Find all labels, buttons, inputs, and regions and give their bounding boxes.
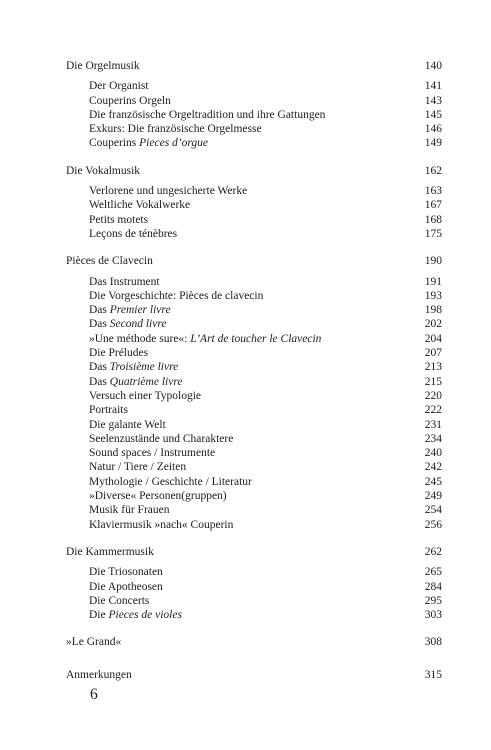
toc-subentry (66, 565, 442, 579)
subentry-title (66, 289, 263, 303)
subentry-title-text: Sound spaces / Instrumente (89, 447, 216, 460)
subentry-title (66, 94, 171, 108)
toc-subentry (66, 184, 442, 198)
subentry-title-text: Musik für Frauen (89, 504, 170, 517)
subentry-page-number: 220 (424, 389, 442, 402)
subentry-page-number: 284 (424, 580, 442, 593)
subentry-page-number: 168 (424, 213, 442, 226)
toc-subentry (66, 375, 442, 389)
subentry-page-number: 249 (424, 490, 442, 503)
subentry-page-number: 193 (424, 289, 442, 302)
toc-chapter-entry (66, 254, 442, 268)
subentry-title (66, 375, 182, 389)
subentry-title (66, 122, 262, 136)
subentry-title-text: Die (89, 609, 109, 622)
subentry-page-number: 213 (424, 361, 442, 374)
chapter-page-number: 140 (424, 60, 442, 72)
subentry-page-number: 256 (424, 518, 442, 531)
chapter-title: Die Kammermusik (66, 545, 154, 558)
subentry-title-text: Weltliche Vokalwerke (89, 199, 191, 212)
subentry-title (66, 403, 128, 417)
subentry-title (66, 460, 186, 474)
toc-subentry (66, 289, 442, 303)
toc-subentry (66, 213, 442, 227)
subentry-title-text: Portraits (89, 404, 128, 417)
subentry-title (66, 475, 252, 489)
toc-subentry (66, 94, 442, 108)
subentry-title-text: Die französische Orgeltradition und ihre Gattungen (89, 108, 326, 121)
toc-subentry (66, 403, 442, 417)
chapter-page-number: 190 (424, 255, 442, 268)
subentry-page-number: 240 (424, 447, 442, 460)
subentry-title (66, 346, 148, 360)
subentry-title (66, 594, 149, 608)
subentry-title-text: Das (89, 375, 110, 388)
subentry-page-number: 163 (424, 185, 442, 198)
subentry-page-number: 145 (424, 108, 442, 121)
subentry-page-number: 234 (424, 432, 442, 445)
subentry-page-number: 143 (424, 94, 442, 107)
toc-chapter-entry (66, 59, 442, 73)
subentry-page-number: 215 (424, 375, 442, 388)
subentry-title-text: Couperins Orgeln (89, 94, 171, 107)
toc-subentry (66, 198, 442, 212)
table-of-contents (66, 59, 442, 700)
subentry-title (66, 275, 160, 289)
subentry-title-italic: Pieces d’orgue (139, 137, 209, 150)
subentry-page-number: 245 (424, 475, 442, 488)
subentry-title-text: Die Vorgeschichte: Pièces de clavecin (89, 289, 264, 302)
subentry-title (66, 79, 149, 93)
toc-subentry (66, 360, 442, 374)
toc-chapter-entry (66, 164, 442, 178)
toc-chapter-entry (66, 668, 442, 682)
subentry-title-text: Die Concerts (89, 594, 150, 607)
subentry-title-italic: Quatrième livre (109, 375, 183, 388)
toc-subentry (66, 518, 442, 532)
toc-subentry (66, 346, 442, 360)
subentry-title-text: Mythologie / Geschichte / Literatur (89, 475, 252, 488)
subentry-title-text: Das (89, 361, 110, 374)
toc-subentry (66, 446, 442, 460)
toc-subentry (66, 475, 442, 489)
subentry-title-text: Klaviermusik »nach« Couperin (89, 518, 234, 531)
subentry-page-number: 191 (424, 275, 442, 288)
subentry-title-text: Exkurs: Die französische Orgelmesse (89, 123, 262, 136)
subentry-title-text: »Une méthode sure«: (89, 332, 191, 345)
subentry-title (66, 303, 171, 317)
subentry-page-number: 202 (424, 318, 442, 331)
chapter-page-number: 315 (424, 668, 442, 681)
toc-subentry (66, 136, 442, 150)
subentry-page-number: 204 (424, 332, 442, 345)
toc-subentry (66, 303, 442, 317)
subentry-title-text: Couperins (89, 137, 140, 150)
toc-section (66, 668, 442, 682)
toc-chapter-entry (66, 545, 442, 559)
subentry-title-text: Seelenzustände und Charaktere (89, 432, 234, 445)
toc-subentry (66, 227, 442, 241)
subentry-title-text: Natur / Tiere / Zeiten (89, 461, 187, 474)
subentry-title (66, 360, 178, 374)
toc-subentry (66, 122, 442, 136)
chapter-title: Die Vokalmusik (66, 164, 141, 177)
toc-section (66, 164, 442, 241)
toc-subentry (66, 608, 442, 622)
subentry-title (66, 213, 148, 227)
subentry-title-text: »Diverse« Personen(gruppen) (89, 490, 227, 503)
subentry-title (66, 580, 163, 594)
toc-subentry (66, 108, 442, 122)
subentry-title-text: Das (89, 318, 110, 331)
subentry-title-text: Verlorene und ungesicherte Werke (89, 185, 248, 198)
page-number: 6 (90, 686, 98, 703)
subentry-page-number: 231 (424, 418, 442, 431)
subentry-page-number: 254 (424, 504, 442, 517)
chapter-title: Anmerkungen (66, 668, 132, 681)
subentry-page-number: 146 (424, 123, 442, 136)
subentry-page-number: 207 (424, 347, 442, 360)
subentry-title (66, 332, 321, 346)
toc-subentry (66, 580, 442, 594)
subentry-title (66, 518, 233, 532)
toc-subentry (66, 79, 442, 93)
subentry-title-italic: Pieces de violes (108, 609, 182, 622)
subentry-title (66, 227, 177, 241)
toc-section (66, 59, 442, 151)
subentry-title (66, 136, 208, 150)
toc-subentry (66, 332, 442, 346)
chapter-page-number: 262 (424, 545, 442, 558)
toc-subentry (66, 275, 442, 289)
subentry-title (66, 608, 182, 622)
toc-subentry (66, 432, 442, 446)
subentry-title (66, 432, 233, 446)
chapter-title: »Le Grand« (66, 636, 122, 649)
toc-subentry (66, 594, 442, 608)
chapter-title: Die Orgelmusik (66, 60, 140, 72)
subentry-title-text: Die Triosonaten (89, 566, 163, 579)
subentry-title (66, 418, 166, 432)
toc-subentry (66, 503, 442, 517)
subentry-title-text: Leçons de ténèbres (89, 227, 178, 240)
subentry-title (66, 317, 167, 331)
subentry-title-italic: Troisième livre (109, 361, 179, 374)
toc-subentry (66, 389, 442, 403)
subentry-title-text: Petits motets (89, 213, 149, 226)
toc-subentry (66, 418, 442, 432)
subentry-page-number: 141 (424, 80, 442, 93)
subentry-title-text: Versuch einer Typologie (89, 389, 202, 402)
subentry-title-text: Das (89, 304, 110, 317)
subentry-title (66, 198, 190, 212)
toc-subentry (66, 489, 442, 503)
subentry-page-number: 222 (424, 404, 442, 417)
chapter-title: Pièces de Clavecin (66, 255, 153, 268)
toc-subentry (66, 460, 442, 474)
subentry-title (66, 503, 170, 517)
subentry-title-text: Die galante Welt (89, 418, 166, 431)
subentry-title (66, 446, 215, 460)
subentry-title (66, 184, 247, 198)
subentry-title (66, 108, 325, 122)
subentry-title (66, 489, 227, 503)
subentry-title-italic: Premier livre (109, 304, 171, 317)
subentry-page-number: 175 (424, 227, 442, 240)
subentry-page-number: 198 (424, 304, 442, 317)
subentry-page-number: 149 (424, 137, 442, 150)
subentry-page-number: 303 (424, 609, 442, 622)
toc-chapter-entry (66, 635, 442, 649)
subentry-title-text: Das Instrument (89, 275, 160, 288)
toc-subentry (66, 317, 442, 331)
subentry-title-italic: Second livre (109, 318, 167, 331)
chapter-page-number: 162 (424, 164, 442, 177)
subentry-title-text: Die Apotheosen (89, 580, 163, 593)
toc-section (66, 545, 442, 622)
subentry-title-italic: L’Art de toucher le Clavecin (190, 332, 322, 345)
toc-section (66, 254, 442, 532)
subentry-page-number: 167 (424, 199, 442, 212)
subentry-title (66, 389, 201, 403)
toc-section (66, 635, 442, 649)
subentry-title-text: Der Organist (89, 80, 149, 93)
chapter-page-number: 308 (424, 636, 442, 649)
subentry-page-number: 242 (424, 461, 442, 474)
subentry-page-number: 295 (424, 594, 442, 607)
subentry-title-text: Die Préludes (89, 347, 149, 360)
subentry-page-number: 265 (424, 566, 442, 579)
subentry-title (66, 565, 163, 579)
